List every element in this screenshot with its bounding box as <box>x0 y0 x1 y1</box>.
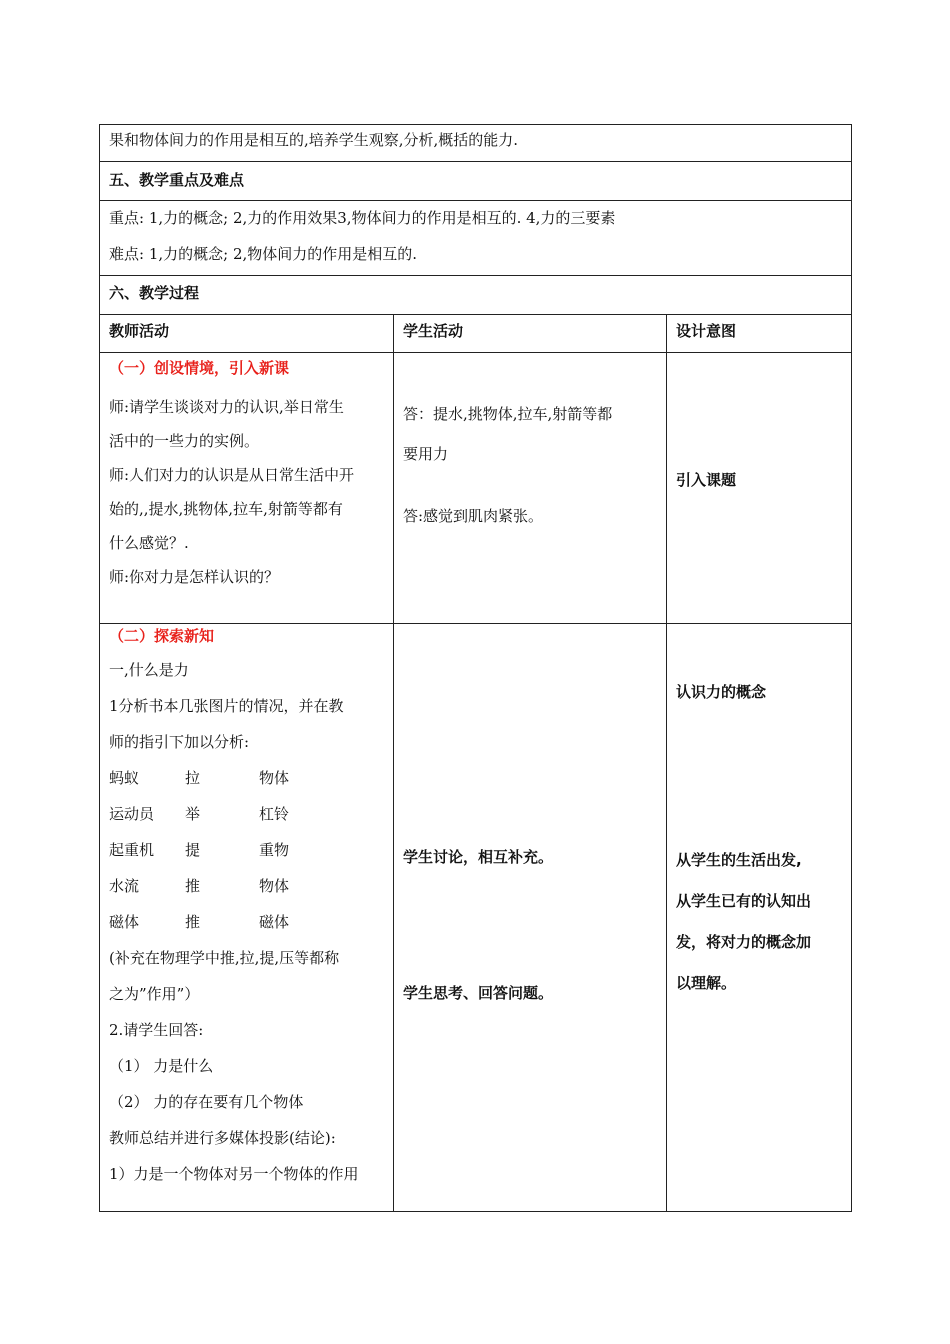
part2-note-line: 之为”作用”） <box>109 985 200 1003</box>
part2-design-line: 认识力的概念 <box>676 683 767 701</box>
section6-heading-row <box>100 276 852 315</box>
example-agent: 蚂蚁 <box>109 769 140 787</box>
example-agent: 起重机 <box>109 841 155 859</box>
part2-note-line: （1） 力是什么 <box>109 1057 214 1075</box>
section6-heading: 六、教学过程 <box>109 284 200 302</box>
intro-row <box>100 125 852 162</box>
part1-teacher-line: 什么感觉？. <box>109 534 189 552</box>
part2-intro-line: 一,什么是力 <box>109 661 189 679</box>
section5-heading-row <box>100 162 852 201</box>
example-action: 提 <box>185 841 201 859</box>
part2-design-line: 以理解。 <box>676 974 737 992</box>
section5-content-row <box>100 201 852 276</box>
example-object: 磁体 <box>259 913 290 931</box>
part2-design-line: 从学生的生活出发, <box>676 851 802 869</box>
part2-note-line: 教师总结并进行多媒体投影(结论): <box>109 1129 336 1147</box>
part2-note-line: （2） 力的存在要有几个物体 <box>109 1093 304 1111</box>
example-object: 杠铃 <box>259 805 290 823</box>
force-example-row <box>109 868 384 904</box>
part2-intro-line: 师的指引下加以分析: <box>109 733 250 751</box>
column-header-design: 设计意图 <box>676 322 737 340</box>
example-object: 物体 <box>259 769 290 787</box>
example-action: 举 <box>185 805 201 823</box>
force-example-row <box>109 760 384 796</box>
part1-design: 引入课题 <box>676 471 737 489</box>
intro-line: 果和物体间力的作用是相互的,培养学生观察,分析,概括的能力. <box>109 131 519 149</box>
example-action: 推 <box>185 913 201 931</box>
part1-student-line: 答：提水,挑物体,拉车,射箭等都 <box>403 405 613 423</box>
column-header-student: 学生活动 <box>403 322 464 340</box>
part2-note-line: 1）力是一个物体对另一个物体的作用 <box>109 1165 359 1183</box>
lesson-plan-table <box>99 124 852 1212</box>
column-header-row <box>100 315 852 353</box>
part2-design-line: 从学生已有的认知出 <box>676 892 812 910</box>
example-object: 重物 <box>259 841 290 859</box>
example-action: 推 <box>185 877 201 895</box>
example-agent: 水流 <box>109 877 140 895</box>
part1-student-line: 答:感觉到肌肉紧张。 <box>403 507 544 525</box>
force-example-row <box>109 832 384 868</box>
part2-student-line: 学生思考、回答问题。 <box>403 984 554 1002</box>
example-agent: 磁体 <box>109 913 140 931</box>
key-points: 重点: 1,力的概念; 2,力的作用效果3,物体间力的作用是相互的. 4,力的三要素 <box>109 209 616 227</box>
example-agent: 运动员 <box>109 805 155 823</box>
difficulties: 难点: 1,力的概念; 2,物体间力的作用是相互的. <box>109 245 418 263</box>
part2-note-line: (补充在物理学中推,拉,提,压等都称 <box>109 949 340 967</box>
part1-title: （一）创设情境，引入新课 <box>109 359 290 377</box>
part1-student-line: 要用力 <box>403 445 449 463</box>
column-header-teacher: 教师活动 <box>109 322 170 340</box>
part1-teacher-line: 始的,,提水,挑物体,拉车,射箭等都有 <box>109 500 343 518</box>
part2-row <box>100 624 852 1212</box>
part2-title: （二）探索新知 <box>109 627 215 645</box>
part1-teacher-line: 师:人们对力的认识是从日常生活中开 <box>109 466 355 484</box>
part1-row <box>100 353 852 624</box>
part1-teacher-line: 师:请学生谈谈对力的认识,举日常生 <box>109 398 344 416</box>
part1-teacher-line: 活中的一些力的实例。 <box>109 432 260 450</box>
part2-intro-line: 1分析书本几张图片的情况，并在教 <box>109 697 344 715</box>
example-action: 拉 <box>185 769 201 787</box>
part2-student-line: 学生讨论，相互补充。 <box>403 848 554 866</box>
example-object: 物体 <box>259 877 290 895</box>
part1-teacher-line: 师:你对力是怎样认识的？ <box>109 568 280 586</box>
force-example-row <box>109 904 384 940</box>
section5-heading: 五、教学重点及难点 <box>109 171 245 189</box>
force-example-row <box>109 796 384 832</box>
part2-design-line: 发，将对力的概念加 <box>676 933 812 951</box>
part2-note-line: 2.请学生回答: <box>109 1021 204 1039</box>
